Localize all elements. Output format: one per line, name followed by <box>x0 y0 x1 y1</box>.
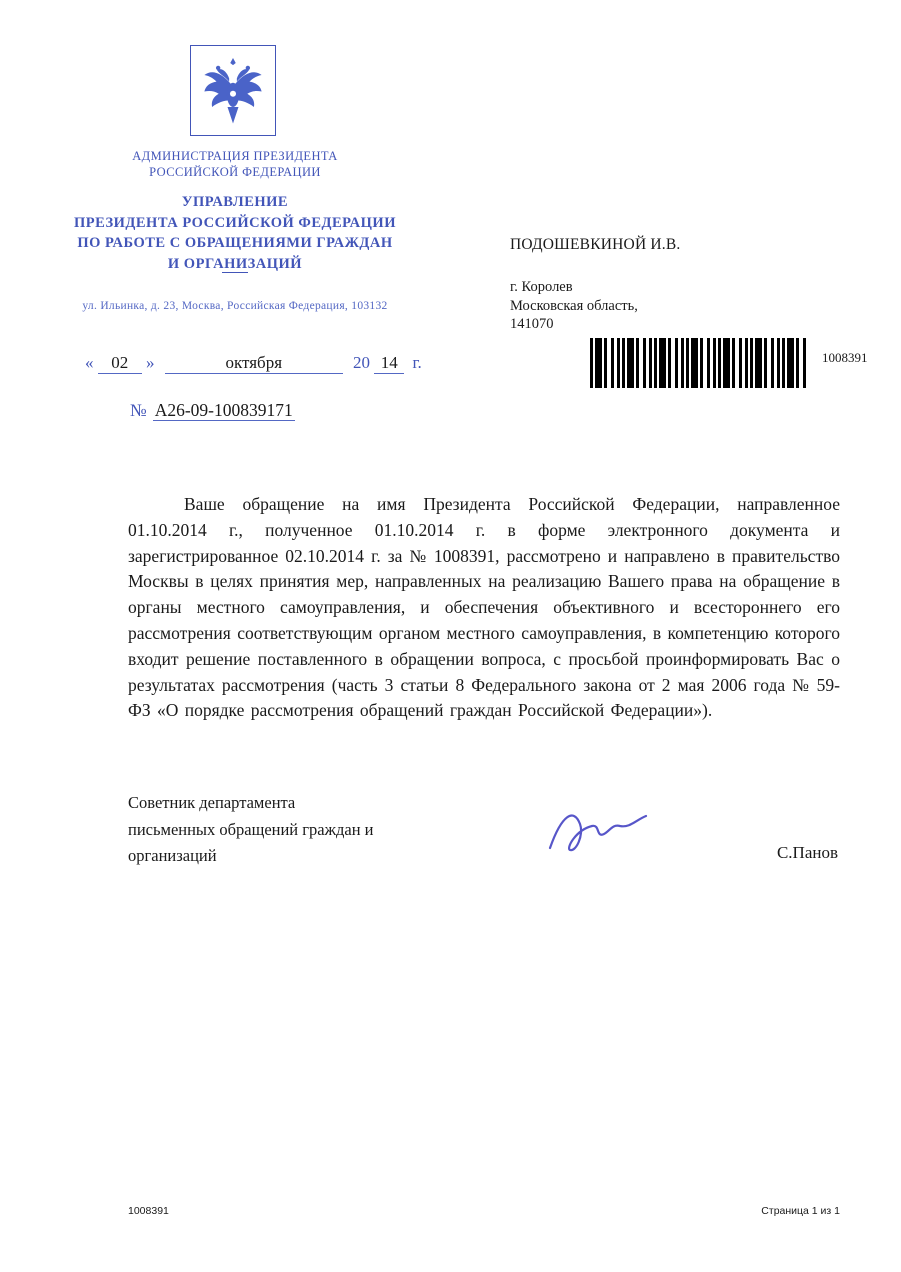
department-name-line2: ПРЕЗИДЕНТА РОССИЙСКОЙ ФЕДЕРАЦИИ <box>73 214 396 231</box>
recipient-name: ПОДОШЕВКИНОЙ И.В. <box>510 236 681 253</box>
signer-title-line1: Советник департамента <box>128 793 296 812</box>
reference-number: А26-09-100839171 <box>154 400 293 420</box>
organization-address: ул. Ильинка, д. 23, Москва, Российская Федерация, 103132 <box>82 300 388 312</box>
reference-line <box>130 400 295 421</box>
date-year: 14 <box>374 353 404 374</box>
date-close-quote: » <box>146 353 155 372</box>
organization-name <box>40 148 430 180</box>
number-sign: № <box>130 400 147 420</box>
letter-body-paragraph: Ваше обращение на имя Президента Российской Федерации, направленное 01.10.2014 г., полученное 01.10.2014 г. в форме электронного документа и зарегистрированное 02.10.2014 г. за № 1008391, рассмотрено и направлено в правительство Москвы в целях принятия мер, направленных на реализацию Вашего права на обращение в органы местного самоуправления, и обеспечения объективного и всестороннего его рассмотрения соответствующим органом местного самоуправления, в компетенцию которого входит решение поставленного в обращении вопроса, с просьбой проинформировать Вас о результатах рассмотрения (часть 3 статьи 8 Федерального закона от 2 мая 2006 года № 59-ФЗ «О порядке рассмотрения обращений граждан Российской Федерации»). <box>128 494 840 721</box>
signer-name: С.Панов <box>776 843 838 862</box>
recipient-region: Московская область, <box>510 297 638 314</box>
recipient-address <box>510 278 638 334</box>
date-year-suffix: г. <box>412 353 422 372</box>
organization-name-line2: РОССИЙСКОЙ ФЕДЕРАЦИИ <box>149 165 321 179</box>
footer-page-info: Страница 1 из 1 <box>761 1205 840 1217</box>
footer-document-number: 1008391 <box>128 1205 169 1217</box>
date-open-quote: « <box>85 353 94 372</box>
date-century: 20 <box>353 353 370 372</box>
recipient-postcode: 141070 <box>510 316 554 332</box>
organization-name-line1: АДМИНИСТРАЦИЯ ПРЕЗИДЕНТА <box>132 149 338 163</box>
ornament-divider <box>222 272 248 273</box>
signer-title-line3: организаций <box>128 846 217 865</box>
signer-title-line2: письменных обращений граждан и <box>128 819 374 839</box>
department-name-line3: ПО РАБОТЕ С ОБРАЩЕНИЯМИ ГРАЖДАН <box>77 235 393 251</box>
barcode <box>590 338 808 388</box>
barcode-number: 1008391 <box>822 350 868 365</box>
date-line <box>85 353 422 374</box>
handwritten-signature-icon <box>540 800 660 862</box>
department-name-line4: И ОРГАНИЗАЦИЙ <box>167 255 303 272</box>
date-day: 02 <box>98 353 142 374</box>
department-name-line1: УПРАВЛЕНИЕ <box>181 194 289 210</box>
emblem-box <box>190 45 276 136</box>
signer-title <box>128 790 448 870</box>
coat-of-arms-eagle-icon <box>200 54 266 128</box>
department-name <box>40 192 430 274</box>
date-month: октября <box>165 353 343 374</box>
recipient-city: г. Королев <box>510 279 573 295</box>
